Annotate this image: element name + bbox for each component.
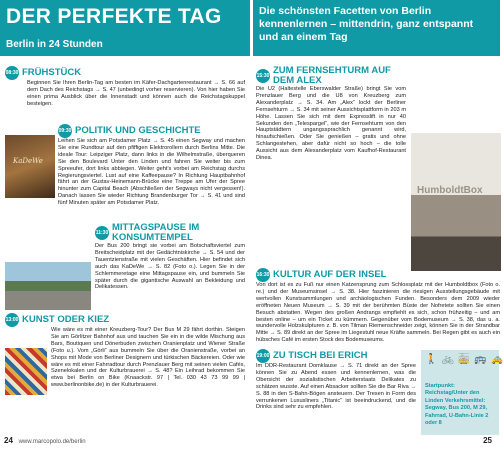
transport-icons (425, 354, 503, 365)
page-number: 25 (483, 436, 492, 445)
footer-url[interactable]: www.marcopolo.de/berlin (18, 439, 86, 445)
time-badge: 16:30 (256, 268, 270, 282)
left-footer (0, 434, 250, 448)
left-header (0, 0, 250, 56)
section-text: Beginnen Sie Ihren Berlin-Tag am besten im Käfer-Dachgartenrestaurant → S. 66 auf dem Dach des Reichstags → S. 47 (unbedingt vorher reservieren). Von hier haben Sie einen prima Ausblick über die Innenstadt und können auch die Reichstagskuppel besteigen. (27, 80, 245, 107)
photo-humboldtbox (411, 133, 501, 271)
section-heading: ZUM FERNSEHTURM AUF DEM ALEX (273, 65, 391, 86)
walking-icon: 🚶 (425, 354, 438, 365)
time-badge: 13:00 (5, 313, 19, 327)
section-heading: FRÜHSTÜCK (22, 67, 82, 78)
section-dinner (256, 349, 416, 411)
photo-sign: HumboldtBox (417, 185, 483, 196)
page-number: 24 (4, 436, 13, 445)
page-subtitle: Berlin in 24 Stunden (6, 39, 103, 50)
section-text: Im DDR-Restaurant Domklause → S. 71 direkt an der Spree können Sie zu Abend essen und kennenlernen, was die Obersicht der sozialistischen Arbeiterstaats Delikates zu schätzen wusste. Auf einen Absacker sollten Sie die Bar Riva → S. 88 in den S-Bahn-Bögen ansteuern. Der Tresen in Form des verrunkenen Luxusliners „Titanic“ ist beeindruckend, und die Drinks sind sehr zu empfehlen. (256, 363, 416, 411)
photo-kreuzberg (5, 262, 91, 310)
section-heading: KUNST ODER KIEZ (22, 314, 110, 325)
page-intro: Die schönsten Facetten von Berlin kennenlernen – mittendrin, ganz entspannt und an einem Tag (259, 5, 474, 43)
time-badge: 15:30 (256, 69, 270, 83)
section-heading: ZU TISCH BEI ERICH (273, 350, 368, 361)
photo-sign: KaDeWe (13, 157, 43, 165)
section-lunch (95, 223, 245, 291)
section-tv-tower (256, 66, 406, 162)
info-box (421, 350, 503, 435)
time-badge: 19:00 (256, 349, 270, 363)
photo-mosaic (5, 348, 47, 395)
right-page (253, 0, 503, 448)
taxi-icon: 🚕 (490, 354, 503, 365)
photo-kadewe (5, 135, 55, 198)
section-text: Leihen Sie sich am Potsdamer Platz → S. 45 einen Segway und machen Sie eine Rundtour auf den pfiffigen Elektrorollern durch Berlins Mitte. Die ideale Tour: Leipziger Platz, dann links in die Wilhelmstraße, überqueren Sie den Boulevard Unter den Linden und fahren Sie weiter bis zum Spreeufer, dort links abbiegen. Weiter geht’s vorbei am Reichstag durchs Regierungsviertel. Lust auf eine Kaffeepause? In Richtung Hauptbahnhof fährt an der Gustav-Heinemann-Brücke eine Treppe am Ufer der Spree hinunter zum Capital Beach (Abschließen der Segways nicht vergessen!). Danach lassen Sie wieder Richtung Brandenburger Tor → S. 41 und sind fünf Minuten später am Potsdamer Platz. (58, 138, 245, 207)
time-badge: 11:30 (95, 226, 109, 240)
bicycle-icon: 🚲 (441, 354, 454, 365)
section-text: Die U2 (Haltestelle Eberswalder Straße) bringt Sie vom Prenzlauer Berg und die U8 von Kreuzberg zum Alexanderplatz → S. 34. Am „Alex“ lockt der Berliner Fernsehturm → S. 34 mit seiner Aussichtsplattform in 203 m Höhe. Lassen Sie sich mit dem Expresslift in nur 40 Sekunden den „Telespargel“, wie der Fernsehturm von den Hauptstädtern ungangssprachlich genannt wird, hinaufschießen. Oder Sie genießen – gratis und ohne Schlangestehen, aber dafür nicht so hoch – die tolle Aussicht aus dem Alexanderplatz vom Kaufhof-Restaurant Dinea. (256, 86, 406, 162)
bus-icon: 🚌 (474, 354, 487, 365)
time-badge: 09:30 (58, 124, 72, 138)
section-heading: KULTUR AUF DER INSEL (273, 269, 387, 280)
left-page (0, 0, 250, 448)
section-breakfast (5, 66, 245, 108)
page-title: DER PERFEKTE TAG (6, 5, 222, 28)
section-heading: POLITIK UND GESCHICHTE (75, 125, 201, 136)
right-header (253, 0, 500, 56)
info-text: Startpunkt: Reichstag/Unter den Linden Verkehrsmittel: Segway, Bus 200, M 29, Fahrrad, U-Bahn-Linie 2 oder 8 (425, 383, 489, 427)
section-text: Von dort ist es zu Fuß nur einen Katzensprung zum Schlossplatz mit der Humboldtbox (Foto o. re.) und der Museumsinsel → S. 38. Hier faszinieren die riesigen Ausstellungsgebäude mit wertvollen Kunstsammlungen und archäologischen Funden. Besonders dem 2009 wieder eröffneten Neuen Museum → S. 39 mit der berühmten Büste der Nofretete sollten Sie einen Besuch abstatten. Wegen des großen Andrangs empfiehlt es sich, schon frühzeitig – und am besten online – um ein Ticket zu kümmern. Gegenüber vom Bodemuseum → S. 38, das u. a. wundervolle Holzskulpturen z. B. von Tilman Riemenschneider zeigt, können Sie in der Strandbar Mitte → S. 89 direkt an der Spree im Liegestuhl neue Kräfte sammeln. Bei Regen gibt es auch ein hübsches Café im ersten Stock des Bodemuseums. (256, 282, 500, 344)
section-politics (58, 124, 245, 207)
section-text: Der Bus 200 bringt sie vorbei am Botschaftsviertel zum Breitscheidplatz mit der Gedächtniskirche → S. 54 und der Tauentzienstraße mit vielen Geschäften. Hier befindet sich auch das KaDeWe → S. 82 (Foto o.). Legen Sie in der Schlemmeretage eine Mittagspause ein, und bummeln Sie später durch die gigantische Auswahl an Bekleidung und Delikatessen. (95, 243, 245, 291)
section-text: Wie wäre es mit einer Kreuzberg-Tour? Der Bus M 29 fährt dorthin. Steigen Sie am Görlitzer Bahnhof aus und tauchen Sie ein in die wilde Mischung aus Bars, Boutiquen und Dönerbuden zwischen Oranienplatz und Wiener Straße (Foto u.). Vom „Görli“ aus bummeln Sie über die Oranienstraße, vorbei an Shops mit Mode von Berliner Designern und türkischen Bäckereien. Oder wie wäre es mit einer Fahrradtour durch Prenzlauer Berg mit seinen vielen Cafés, Szenelokalen und der Kulturbrauerei → S. 48? Ein Leihrad bekommen Sie etwa bei Berlin on Bike (Knaackstr. 97 | Tel. 030 43 73 99 99 | www.berlinonbike.de) in der Kulturbrauerei. (51, 327, 245, 389)
section-culture (256, 268, 500, 344)
time-badge: 08:30 (5, 66, 19, 80)
section-heading: MITTAGSPAUSE IM KONSUMTEMPEL (112, 222, 200, 243)
right-footer (253, 434, 500, 448)
tram-icon: 🚋 (457, 354, 471, 365)
